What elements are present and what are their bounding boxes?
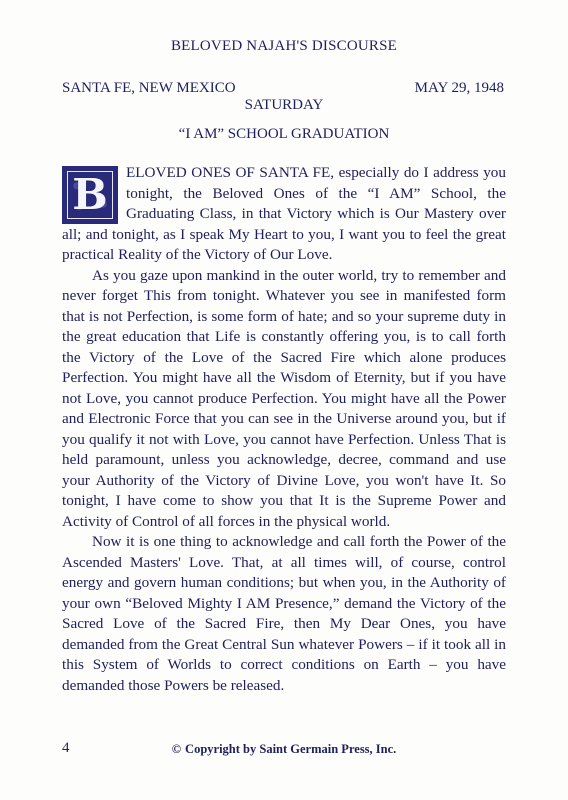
page-number: 4 [62,740,70,756]
location-line: SANTA FE, NEW MEXICO [62,80,236,96]
drop-cap-ornament-icon [62,166,118,224]
paragraph-text: ELOVED ONES OF SANTA FE, especially do I address you tonight, the Beloved Ones of the “I AM” School, the Graduating Class, in that Victory which is Our Mastery over all; and tonight, as I speak My Heart to you, I want you to feel the great practical Reality of the Victory of Our Love. [62,164,506,263]
paragraph-1 [62,163,506,266]
date-line: MAY 29, 1948 [414,80,504,96]
discourse-body [62,163,506,696]
discourse-subtitle: “I AM” SCHOOL GRADUATION [178,126,390,142]
weekday-line: SATURDAY [244,97,324,113]
discourse-title: BELOVED NAJAH'S DISCOURSE [170,38,398,54]
drop-cap-letter: B [72,170,108,219]
copyright-icon: © [171,742,182,756]
copyright-text: Copyright by Saint Germain Press, Inc. [185,742,397,756]
paragraph-2: As you gaze upon mankind in the outer world, try to remember and never forget This from tonight. Whatever you see in manifested form that is not Perfection, is some form of hate; and so your supreme duty in the great education that Life is constantly offering you, is to call forth the Victory of the Love of the Sacred Fire which alone produces Perfection. You might have all the Wisdom of Eternity, but if you have not Love, you cannot produce Perfection. You might have all the Power and Electronic Force that you can see in the Universe around you, but if you qualify it not with Love, you cannot have Perfection. Unless That is held paramount, unless you acknowledge, decree, command and use your Authority of the Victory of Divine Love, you won't have It. So tonight, I have come to show you that It is the Supreme Power and Activity of Control of all forces in the physical world. [62,266,506,530]
copyright-notice [0,742,568,757]
paragraph-3: Now it is one thing to acknowledge and call forth the Power of the Ascended Masters' Love. That, at all times will, of course, control energy and govern human conditions; but when you, in the Authority of your own “Beloved Mighty I AM Presence,” demand the Victory of the Sacred Love of the Sacred Fire, then My Dear Ones, you have demanded from the Great Central Sun whatever Powers – if it took all in this System of Worlds to correct conditions on Earth – you have demanded those Powers be released. [62,533,506,694]
